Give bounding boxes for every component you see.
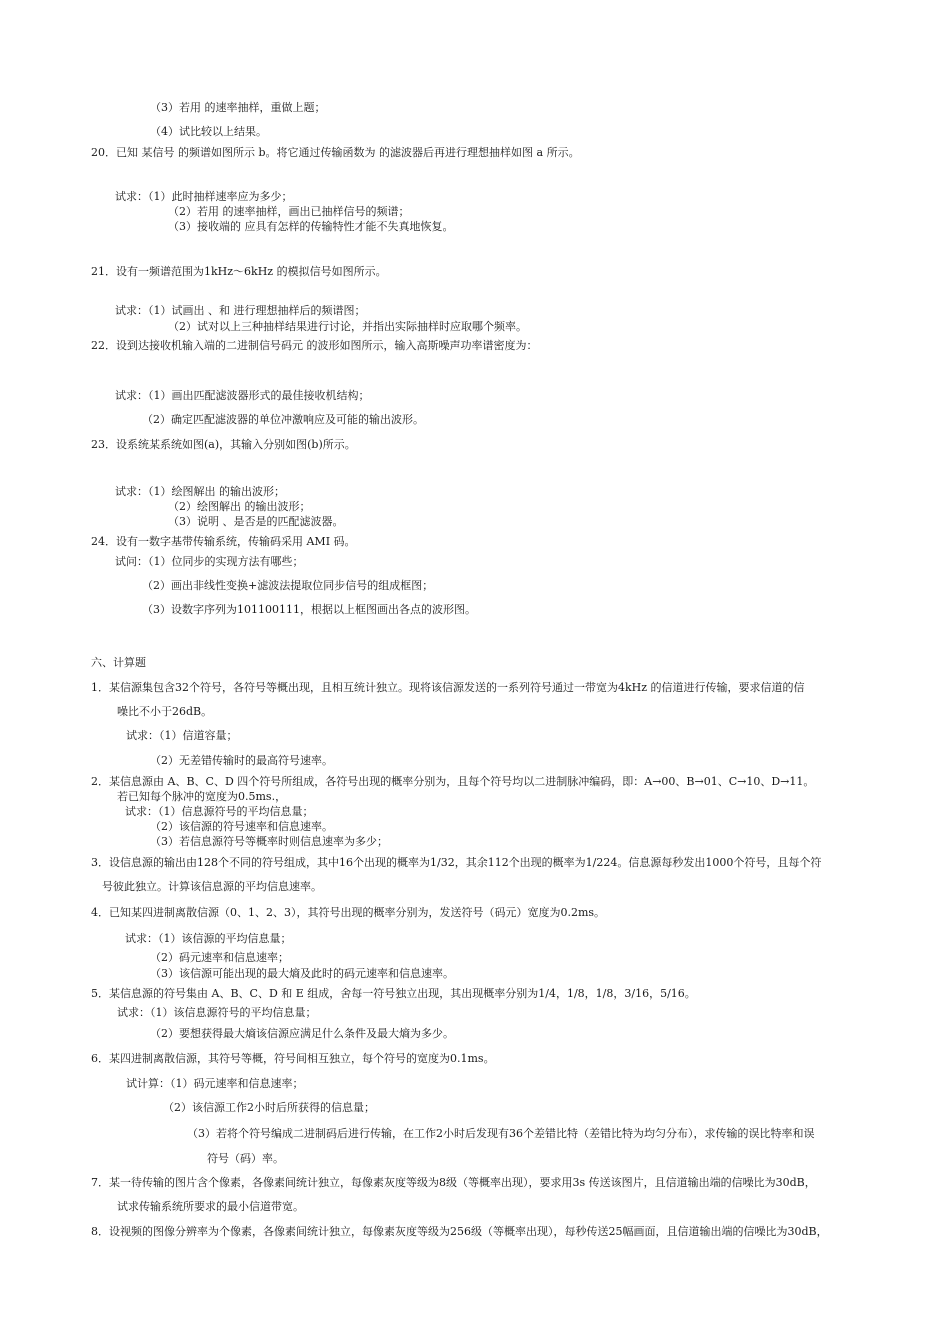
text-line: （2）码元速率和信息速率； [150, 951, 289, 964]
text-line: （3）说明 、是否是的匹配滤波器。 [168, 515, 344, 528]
text-line: （4）试比较以上结果。 [150, 125, 267, 138]
question-heading: 2．某信息源由 A、B、C、D 四个符号所组成，各符号出现的概率分别为，且每个符号均以二进制脉冲编码，即：A→00、B→01、C→10、D→11。 [91, 775, 815, 788]
question-heading: 22．设到达接收机输入端的二进制信号码元 的波形如图所示，输入高斯噪声功率谱密度为： [91, 339, 538, 352]
section-heading: 六、计算题 [91, 656, 146, 669]
question-heading: 3．设信息源的输出由128个不同的符号组成，其中16个出现的概率为1/32，其余112个出现的概率为1/224。信息源每秒发出1000个符号，且每个符 [91, 856, 822, 869]
text-line: 试求：（1）画出匹配滤波器形式的最佳接收机结构； [115, 389, 370, 402]
text-line: 试求：（1）此时抽样速率应为多少； [115, 190, 293, 203]
text-line: （2）无差错传输时的最高符号速率。 [150, 754, 333, 767]
text-line: 符号（码）率。 [207, 1152, 284, 1165]
text-line: 试求：（1）该信源的平均信息量； [125, 932, 292, 945]
text-line: （3）若用 的速率抽样，重做上题； [150, 101, 326, 114]
text-line: （3）接收端的 应具有怎样的传输特性才能不失真地恢复。 [168, 220, 454, 233]
text-line: （2）绘图解出 的输出波形； [168, 500, 311, 513]
question-heading: 21．设有一频谱范围为1kHz～6kHz 的模拟信号如图所示。 [91, 265, 387, 278]
text-line: 噪比不小于26dB。 [117, 705, 213, 718]
text-line: 试求：（1）信道容量； [126, 729, 238, 742]
text-line: 试求：（1）该信息源符号的平均信息量； [117, 1006, 317, 1019]
text-line: 试求：（1）绘图解出 的输出波形； [115, 485, 285, 498]
text-line: （3）该信源可能出现的最大熵及此时的码元速率和信息速率。 [150, 967, 454, 980]
text-line: （2）若用 的速率抽样，画出已抽样信号的频谱； [168, 205, 410, 218]
question-heading: 1．某信源集包含32个符号，各符号等概出现，且相互统计独立。现将该信源发送的一系列符号通过一带宽为4kHz 的信道进行传输，要求信道的信 [91, 681, 805, 694]
question-heading: 24．设有一数字基带传输系统，传输码采用 AMI 码。 [91, 535, 356, 548]
text-line: 试求：（1）试画出 、和 进行理想抽样后的频谱图； [115, 304, 366, 317]
text-line: 若已知每个脉冲的宽度为0.5ms.， [117, 790, 287, 803]
text-line: （2）画出非线性变换+滤波法提取位同步信号的组成框图； [142, 579, 434, 592]
text-line: （2）要想获得最大熵该信源应满足什么条件及最大熵为多少。 [150, 1027, 454, 1040]
text-line: 试求：（1）信息源符号的平均信息量； [125, 805, 314, 818]
question-heading: 6．某四进制离散信源，其符号等概，符号间相互独立，每个符号的宽度为0.1ms。 [91, 1052, 495, 1065]
text-line: 试问：（1）位同步的实现方法有哪些； [115, 555, 304, 568]
question-heading: 5．某信息源的符号集由 A、B、C、D 和 E 组成，舍每一符号独立出现，其出现概率分别为1/4，1/8，1/8，3/16，5/16。 [91, 987, 696, 1000]
text-line: （3）若将个符号编成二进制码后进行传输，在工作2小时后发现有36个差错比特（差错比特为均匀分布），求传输的误比特率和误 [187, 1127, 815, 1140]
question-heading: 8．设视频的图像分辨率为个像素，各像素间统计独立，每像素灰度等级为256级（等概率出现），每秒传送25幅画面，且信道输出端的信噪比为30dB， [91, 1225, 828, 1238]
question-heading: 4．已知某四进制离散信源（0、1、2、3），其符号出现的概率分别为，发送符号（码元）宽度为0.2ms。 [91, 906, 606, 919]
text-line: （2）试对以上三种抽样结果进行讨论，并指出实际抽样时应取哪个频率。 [168, 320, 527, 333]
text-line: （3）若信息源符号等概率时则信息速率为多少； [150, 835, 388, 848]
question-heading: 20．已知 某信号 的频谱如图所示 b。将它通过传输函数为 的滤波器后再进行理想抽样如图 a 所示。 [91, 146, 580, 159]
text-line: 试计算：（1）码元速率和信息速率； [126, 1077, 304, 1090]
text-line: 试求传输系统所要求的最小信道带宽。 [117, 1200, 304, 1213]
text-line: （2）该信源的符号速率和信息速率。 [150, 820, 333, 833]
text-line: （2）确定匹配滤波器的单位冲激响应及可能的输出波形。 [142, 413, 424, 426]
text-line: 号彼此独立。计算该信息源的平均信息速率。 [102, 880, 322, 893]
question-heading: 23．设系统某系统如图(a)，其输入分别如图(b)所示。 [91, 438, 356, 451]
text-line: （3）设数字序列为101100111，根据以上框图画出各点的波形图。 [142, 603, 476, 616]
text-line: （2）该信源工作2小时后所获得的信息量； [163, 1101, 375, 1114]
question-heading: 7．某一待传输的图片含个像素，各像素间统计独立，每像素灰度等级为8级（等概率出现），要求用3s 传送该图片，且信道输出端的信噪比为30dB， [91, 1176, 816, 1189]
